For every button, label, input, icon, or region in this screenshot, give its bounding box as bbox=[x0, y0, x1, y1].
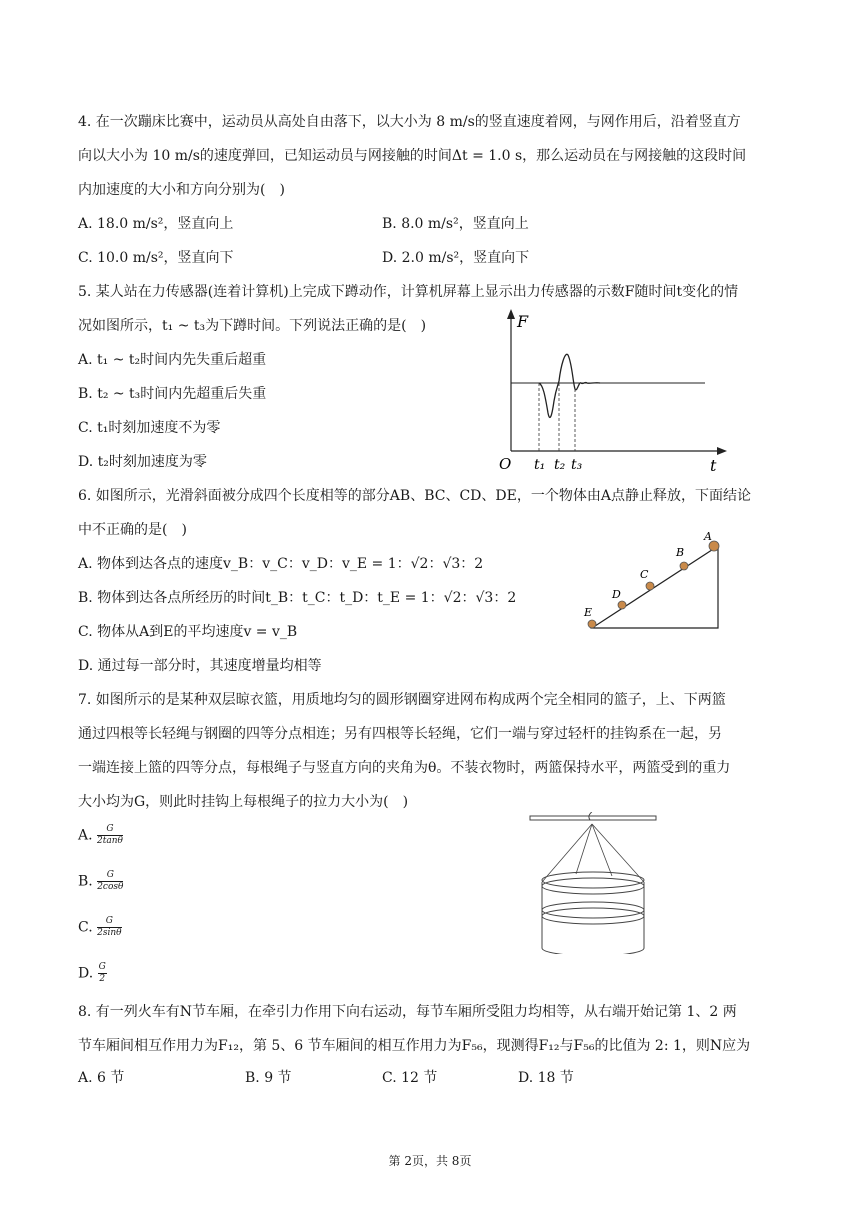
graph-t3-label: t₃ bbox=[571, 457, 583, 473]
q6-option-d: D. 通过每一部分时，其速度增量均相等 bbox=[78, 658, 322, 674]
q6-option-a: A. 物体到达各点的速度v_B：v_C：v_D：v_E = 1：√2：√3：2 bbox=[78, 556, 484, 572]
q6-option-c: C. 物体从A到E的平均速度v = v_B bbox=[78, 624, 298, 640]
graph-origin: O bbox=[499, 455, 512, 473]
q7-option-b-den: 2cosθ bbox=[97, 882, 124, 892]
q7-option-c bbox=[78, 916, 122, 939]
graph-y-label: F bbox=[517, 312, 529, 331]
q8-option-d: D. 18 节 bbox=[518, 1070, 574, 1086]
q6-stem-line1: 6. 如图所示，光滑斜面被分成四个长度相等的部分AB、BC、CD、DE，一个物体由A点静止释放，下面结论 bbox=[78, 488, 751, 504]
q7-stem-line3: 一端连接上篮的四等分点，每根绳子与竖直方向的夹角为θ。不装衣物时，两篮保持水平，两篮受到的重力 bbox=[78, 760, 731, 776]
q7-stem-line1: 7. 如图所示的是某种双层晾衣篮，用质地均匀的圆形钢圈穿进网布构成两个完全相同的篮子，上、下两篮 bbox=[78, 692, 726, 708]
q4-stem-line3: 内加速度的大小和方向分别为( ) bbox=[78, 182, 285, 198]
q7-option-b-fraction bbox=[97, 870, 123, 893]
q7-option-c-fraction bbox=[97, 916, 121, 939]
q5-option-b: B. t₂ ~ t₃时间内先超重后失重 bbox=[78, 386, 267, 402]
q8-option-b: B. 9 节 bbox=[245, 1070, 292, 1086]
page-footer: 第 2页，共 8页 bbox=[388, 1154, 472, 1168]
q7-option-a-label: A. bbox=[78, 827, 93, 844]
q8-stem-line2: 节车厢间相互作用力为F₁₂，第 5、6 节车厢间的相互作用力为F₅₆，现测得F₁₂与F₅₆的比值为 2: 1，则N应为 bbox=[78, 1038, 751, 1054]
q4-stem-line1: 4. 在一次蹦床比赛中，运动员从高处自由落下，以大小为 8 m/s的竖直速度着网，与网作用后，沿着竖直方 bbox=[78, 114, 741, 130]
q7-option-c-label: C. bbox=[78, 919, 93, 936]
q7-option-a-den: 2tanθ bbox=[97, 836, 123, 846]
q7-option-d-fraction bbox=[98, 962, 107, 985]
ball-c bbox=[646, 582, 654, 590]
q8-option-c: C. 12 节 bbox=[382, 1070, 438, 1086]
graph-t1-label: t₁ bbox=[534, 457, 546, 473]
q7-option-b bbox=[78, 870, 123, 893]
q7-stem-line4: 大小均为G，则此时挂钩上每根绳子的拉力大小为( ) bbox=[78, 794, 409, 810]
q4-option-b: B. 8.0 m/s²，竖直向上 bbox=[382, 216, 529, 232]
point-c-label: C bbox=[640, 568, 649, 581]
ball-b bbox=[680, 562, 688, 570]
force-time-graph bbox=[495, 305, 735, 477]
ball-e bbox=[588, 620, 596, 628]
q7-stem-line2: 通过四根等长轻绳与钢圈的四等分点相连；另有四根等长轻绳，它们一端与穿过轻杆的挂钩系在一起，另 bbox=[78, 726, 722, 742]
q7-option-a-fraction bbox=[97, 824, 123, 847]
graph-t2-label: t₂ bbox=[554, 457, 566, 473]
q7-option-d-den: 2 bbox=[99, 974, 106, 984]
q5-stem-line1: 5. 某人站在力传感器(连着计算机)上完成下蹲动作，计算机屏幕上显示出力传感器的示数F随时间t变化的情 bbox=[78, 284, 739, 300]
q7-option-d-label: D. bbox=[78, 965, 94, 982]
point-a-label: A bbox=[704, 530, 712, 543]
ball-d bbox=[618, 601, 626, 609]
q4-option-a: A. 18.0 m/s²，竖直向上 bbox=[78, 216, 234, 232]
q4-stem-line2: 向以大小为 10 m/s的速度弹回，已知运动员与网接触的时间Δt = 1.0 s，那么运动员在与网接触的这段时间 bbox=[78, 148, 747, 164]
q7-option-b-label: B. bbox=[78, 873, 93, 890]
q5-option-c: C. t₁时刻加速度不为零 bbox=[78, 420, 221, 436]
q7-option-a bbox=[78, 824, 123, 847]
q8-option-a: A. 6 节 bbox=[78, 1070, 125, 1086]
q7-option-c-den: 2sinθ bbox=[97, 928, 122, 938]
inclined-plane-diagram bbox=[578, 528, 728, 634]
q4-option-c: C. 10.0 m/s²，竖直向下 bbox=[78, 250, 234, 266]
point-e-label: E bbox=[584, 606, 593, 619]
point-d-label: D bbox=[612, 588, 621, 601]
q7-option-a-num: G bbox=[97, 824, 123, 836]
q5-stem-line2: 况如图所示，t₁ ~ t₃为下蹲时间。下列说法正确的是( ) bbox=[78, 318, 427, 334]
q7-option-b-num: G bbox=[97, 870, 123, 882]
q4-option-d: D. 2.0 m/s²，竖直向下 bbox=[382, 250, 530, 266]
q6-stem-line2: 中不正确的是( ) bbox=[78, 522, 187, 538]
laundry-basket-diagram bbox=[528, 812, 658, 954]
q7-option-d bbox=[78, 962, 107, 985]
q5-option-a: A. t₁ ~ t₂时间内先失重后超重 bbox=[78, 352, 267, 368]
q8-stem-line1: 8. 有一列火车有N节车厢，在牵引力作用下向右运动，每节车厢所受阻力均相等，从右端开始记第 1、2 两 bbox=[78, 1004, 737, 1020]
q6-option-b: B. 物体到达各点所经历的时间t_B：t_C：t_D：t_E = 1：√2：√3：2 bbox=[78, 590, 517, 606]
point-b-label: B bbox=[676, 546, 685, 559]
q7-option-d-num: G bbox=[98, 962, 106, 972]
graph-x-label: t bbox=[710, 456, 717, 475]
q7-option-c-num: G bbox=[97, 916, 121, 928]
q5-option-d: D. t₂时刻加速度为零 bbox=[78, 454, 207, 470]
